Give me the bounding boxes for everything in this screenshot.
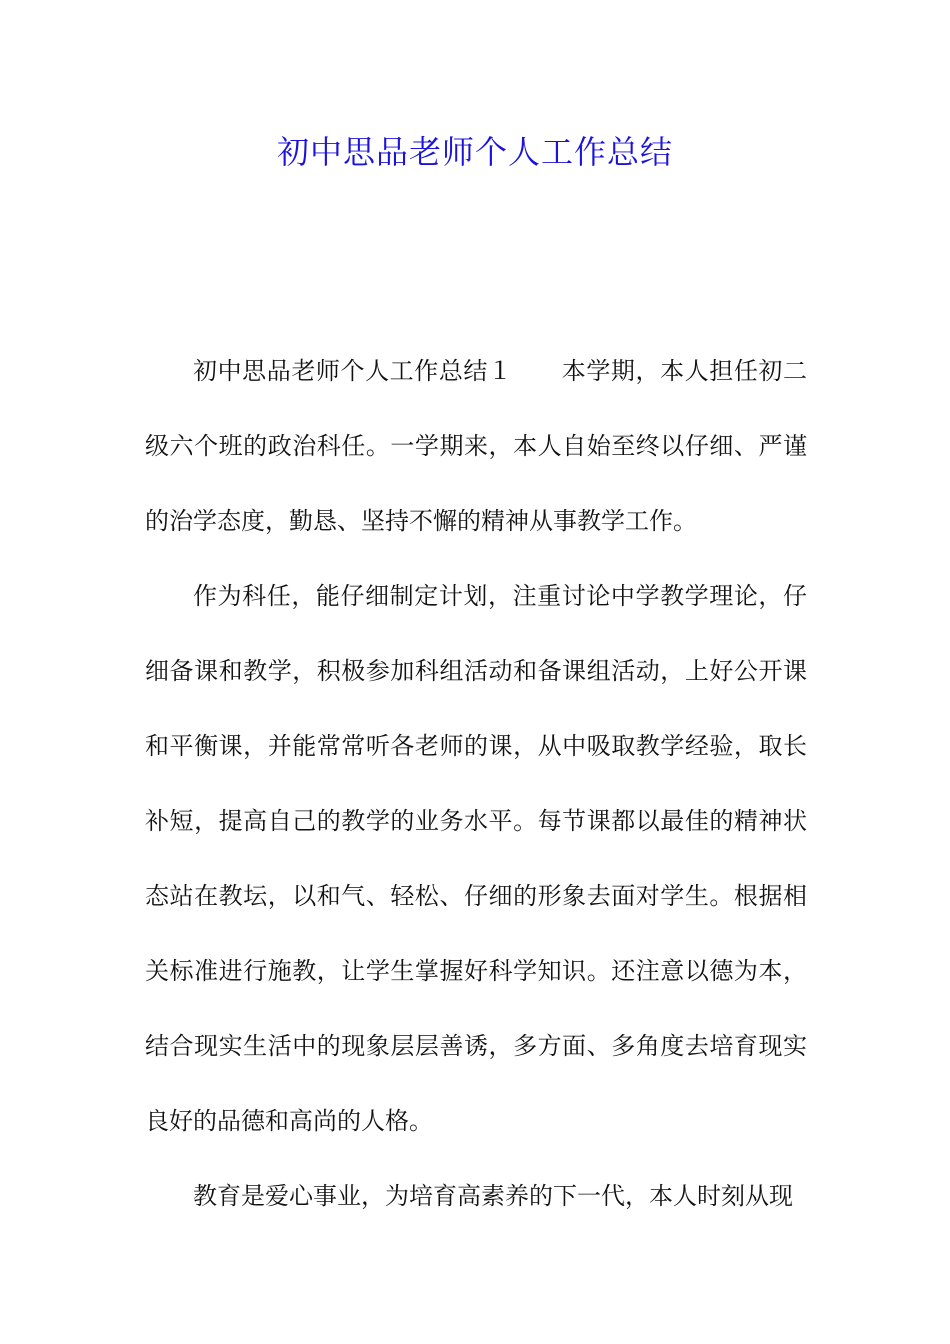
document-body [145,334,807,1234]
paragraph-1: 初中思品老师个人工作总结１ 本学期，本人担任初二级六个班的政治科任。一学期来，本人自始至终以仔细、严谨的治学态度，勤恳、坚持不懈的精神从事教学工作。 [145,357,807,535]
document-title: 初中思品老师个人工作总结 [276,133,673,171]
paragraph-3: 教育是爱心事业，为培育高素养的下一代，本人时刻从现 [193,1182,793,1210]
paragraph-2: 作为科任，能仔细制定计划，注重讨论中学教学理论，仔细备课和教学，积极参加科组活动和备课组活动，上好公开课和平衡课，并能常常听各老师的课，从中吸取教学经验，取长补短，提高自己的教学的业务水平。每节课都以最佳的精神状态站在教坛，以和气、轻松、仔细的形象去面对学生。根据相关标准进行施教，让学生掌握好科学知识。还注意以德为本，结合现实生活中的现象层层善诱，多方面、多角度去培育现实良好的品德和高尚的人格。 [145,582,807,1135]
